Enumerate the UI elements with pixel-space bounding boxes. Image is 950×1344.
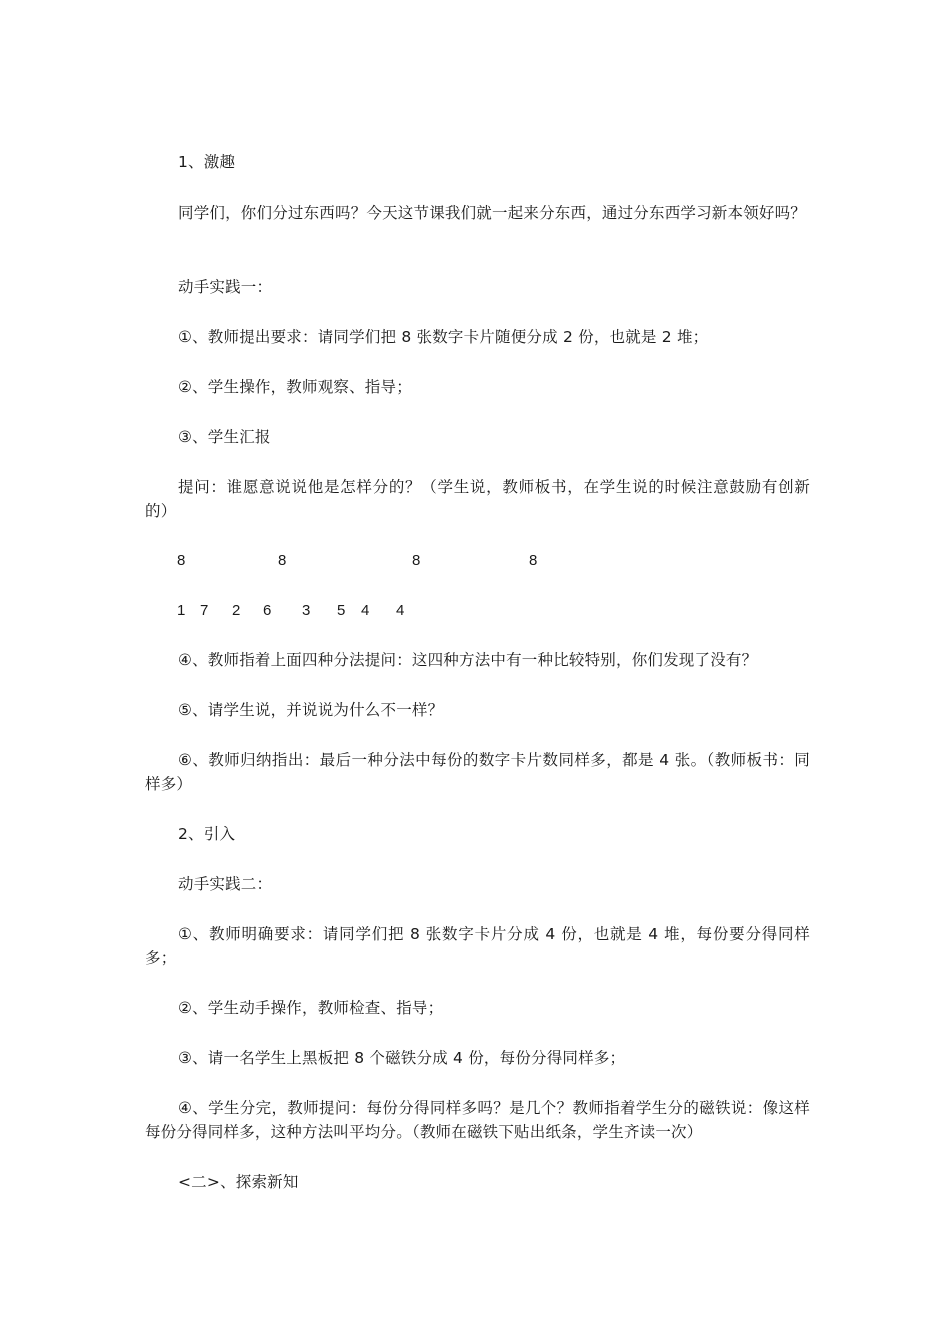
- step-1-5: ⑤、请学生说，并说说为什么不一样？: [178, 701, 444, 719]
- practice-2-title: 动手实践二：: [178, 875, 273, 893]
- practice-1-title: 动手实践一：: [178, 278, 273, 296]
- step-2-4: ④、学生分完，教师提问：每份分得同样多吗？是几个？教师指着学生分的磁铁说：像这样每份分得同样多，这种方法叫平均分。（教师在磁铁下贴出纸条，学生齐读一次）: [145, 1099, 810, 1141]
- diagram-total: 8: [412, 552, 421, 569]
- diagram-part: 2: [232, 602, 241, 619]
- diagram-total: 8: [278, 552, 287, 569]
- step-2-1: ①、教师明确要求：请同学们把 8 张数字卡片分成 4 份，也就是 4 堆，每份要分得同样多；: [145, 925, 810, 967]
- diagram-part: 1: [177, 602, 186, 619]
- step-1-2: ②、学生操作，教师观察、指导；: [178, 378, 412, 396]
- step-1-4: ④、教师指着上面四种分法提问：这四种方法中有一种比较特别，你们发现了没有？: [178, 651, 758, 669]
- diagram-part: 5: [337, 602, 346, 619]
- step-1-6: ⑥、教师归纳指出：最后一种分法中每份的数字卡片数同样多，都是 4 张。（教师板书：同样多）: [145, 751, 810, 793]
- diagram-part: 3: [302, 602, 311, 619]
- diagram-part: 4: [396, 602, 405, 619]
- section-heading-1: 1、激趣: [178, 153, 236, 171]
- diagram-total: 8: [177, 552, 186, 569]
- step-2-2: ②、学生动手操作，教师检查、指导；: [178, 999, 444, 1017]
- diagram-total: 8: [529, 552, 538, 569]
- step-2-3: ③、请一名学生上黑板把 8 个磁铁分成 4 份，每份分得同样多；: [178, 1049, 626, 1067]
- question-paragraph: 提问：谁愿意说说他是怎样分的？（学生说，教师板书，在学生说的时候注意鼓励有创新的）: [145, 478, 810, 520]
- intro-paragraph: 同学们，你们分过东西吗？今天这节课我们就一起来分东西，通过分东西学习新本领好吗？: [178, 204, 807, 222]
- step-1-3: ③、学生汇报: [178, 428, 271, 446]
- section-heading-3: <二>、探索新知: [178, 1173, 299, 1191]
- diagram-part: 4: [361, 602, 370, 619]
- diagram-part: 6: [263, 602, 272, 619]
- section-heading-2: 2、引入: [178, 825, 236, 843]
- step-1-1: ①、教师提出要求：请同学们把 8 张数字卡片随便分成 2 份，也就是 2 堆；: [178, 328, 709, 346]
- diagram-part: 7: [200, 602, 209, 619]
